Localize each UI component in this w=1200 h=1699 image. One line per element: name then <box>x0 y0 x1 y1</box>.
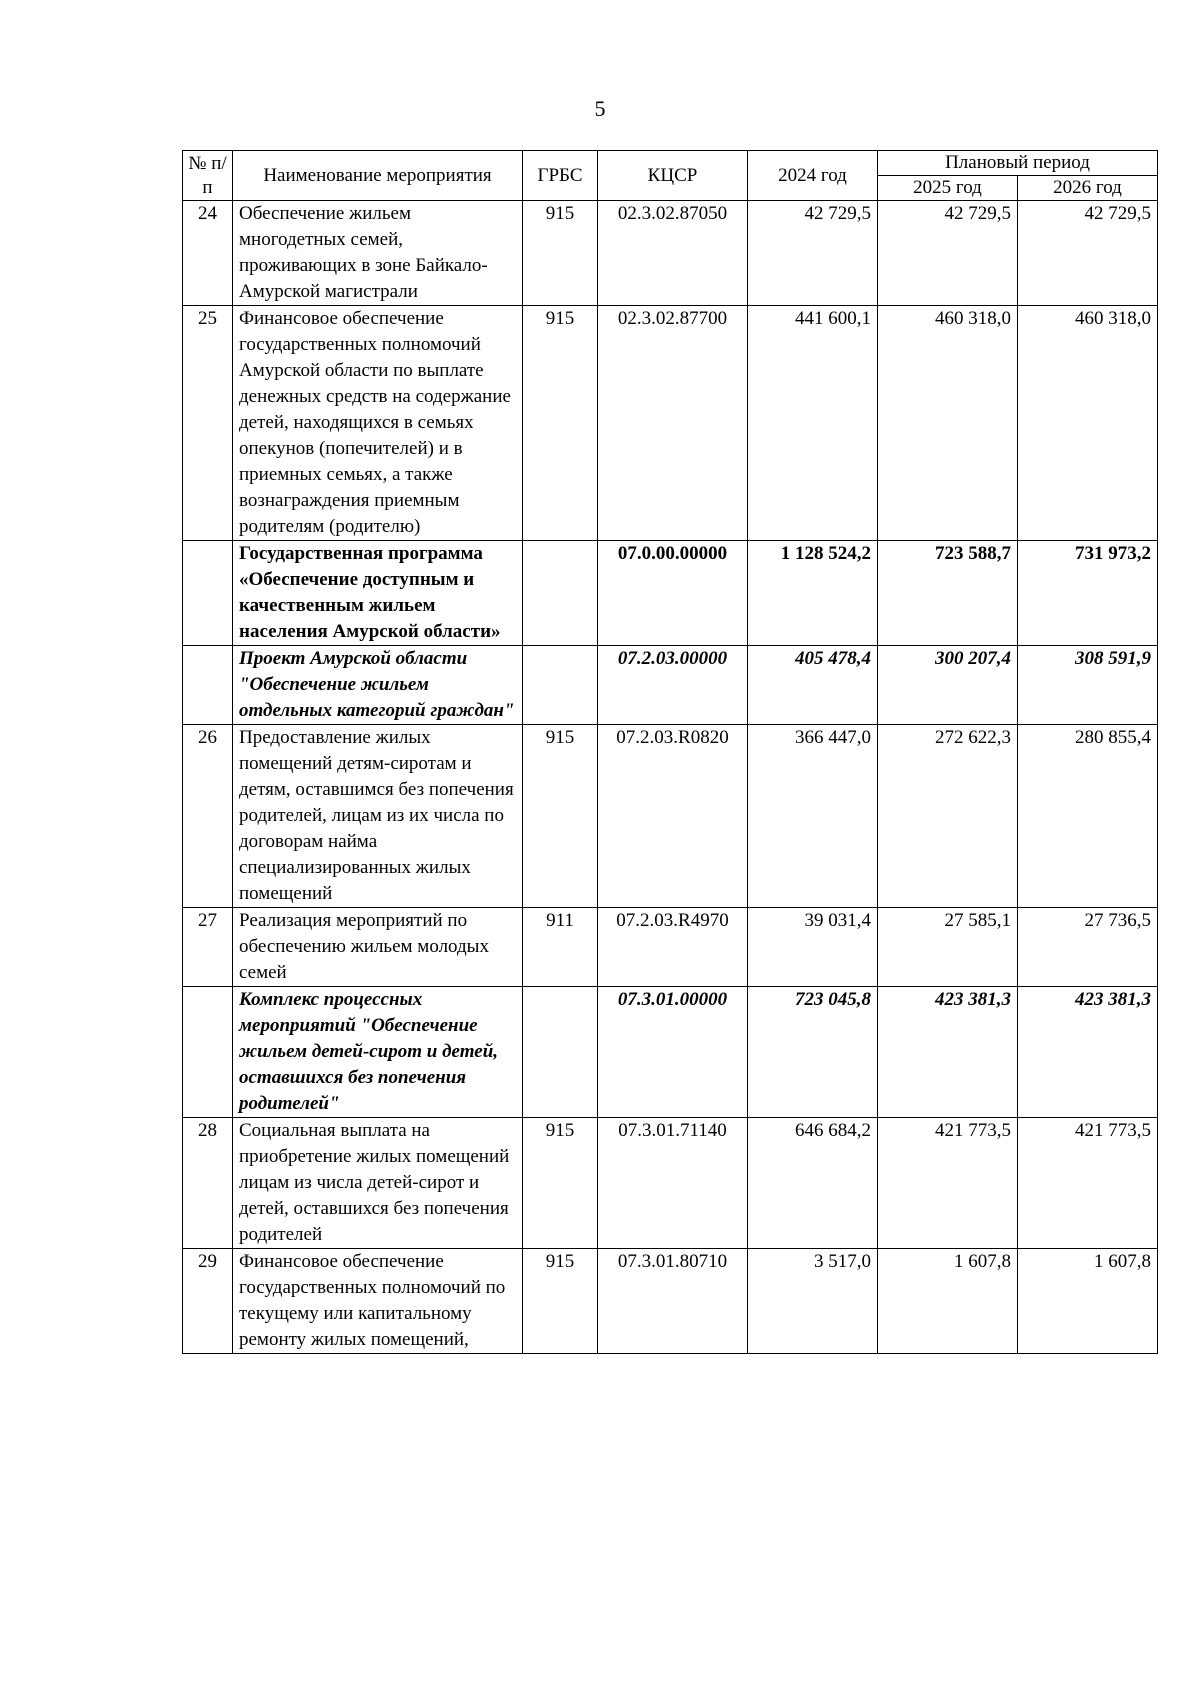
row-2024: 441 600,1 <box>748 306 878 541</box>
row-2025: 1 607,8 <box>878 1249 1018 1354</box>
page-number: 5 <box>594 96 606 121</box>
row-2025: 42 729,5 <box>878 201 1018 306</box>
row-num: 27 <box>183 908 233 987</box>
table-row <box>183 306 1158 541</box>
header-2026: 2026 год <box>1018 176 1158 201</box>
row-2024: 405 478,4 <box>748 646 878 725</box>
header-name: Наименование мероприятия <box>233 151 523 201</box>
header-2025: 2025 год <box>878 176 1018 201</box>
row-num: 24 <box>183 201 233 306</box>
row-2026: 421 773,5 <box>1018 1118 1158 1249</box>
row-kcsr: 07.2.03.00000 <box>598 646 748 725</box>
row-2024: 646 684,2 <box>748 1118 878 1249</box>
budget-table <box>182 150 1158 1354</box>
row-name: Государственная программа «Обеспечение доступным и качественным жильем населения Амурской области» <box>233 541 523 646</box>
row-kcsr: 07.3.01.00000 <box>598 987 748 1118</box>
row-name: Социальная выплата на приобретение жилых помещений лицам из числа детей-сирот и детей, оставшихся без попечения родителей <box>233 1118 523 1249</box>
row-2024: 3 517,0 <box>748 1249 878 1354</box>
row-grbs <box>523 646 598 725</box>
row-num <box>183 646 233 725</box>
row-num: 29 <box>183 1249 233 1354</box>
table-row-complex <box>183 987 1158 1118</box>
row-kcsr: 07.2.03.R0820 <box>598 725 748 908</box>
row-kcsr: 02.3.02.87700 <box>598 306 748 541</box>
table-row <box>183 1249 1158 1354</box>
row-2026: 731 973,2 <box>1018 541 1158 646</box>
row-kcsr: 07.0.00.00000 <box>598 541 748 646</box>
row-num: 28 <box>183 1118 233 1249</box>
header-num: № п/п <box>183 151 233 201</box>
row-grbs: 915 <box>523 1118 598 1249</box>
row-grbs: 915 <box>523 201 598 306</box>
table-row-project <box>183 646 1158 725</box>
header-grbs: ГРБС <box>523 151 598 201</box>
row-2026: 42 729,5 <box>1018 201 1158 306</box>
row-2026: 27 736,5 <box>1018 908 1158 987</box>
row-2024: 723 045,8 <box>748 987 878 1118</box>
row-2024: 42 729,5 <box>748 201 878 306</box>
row-grbs: 915 <box>523 1249 598 1354</box>
row-name: Предоставление жилых помещений детям-сиротам и детям, оставшимся без попечения родителей, лицам из их числа по договорам найма специализированных жилых помещений <box>233 725 523 908</box>
row-2026: 460 318,0 <box>1018 306 1158 541</box>
row-name: Комплекс процессных мероприятий "Обеспечение жильем детей-сирот и детей, оставшихся без попечения родителей" <box>233 987 523 1118</box>
row-kcsr: 02.3.02.87050 <box>598 201 748 306</box>
row-name: Реализация мероприятий по обеспечению жильем молодых семей <box>233 908 523 987</box>
row-grbs: 915 <box>523 725 598 908</box>
row-grbs: 911 <box>523 908 598 987</box>
row-2024: 39 031,4 <box>748 908 878 987</box>
row-2026: 423 381,3 <box>1018 987 1158 1118</box>
row-kcsr: 07.3.01.71140 <box>598 1118 748 1249</box>
table-row <box>183 201 1158 306</box>
table-row-program <box>183 541 1158 646</box>
row-name: Проект Амурской области "Обеспечение жильем отдельных категорий граждан" <box>233 646 523 725</box>
row-num <box>183 541 233 646</box>
row-2026: 1 607,8 <box>1018 1249 1158 1354</box>
table-row <box>183 725 1158 908</box>
table-row <box>183 908 1158 987</box>
row-name: Финансовое обеспечение государственных полномочий Амурской области по выплате денежных средств на содержание детей, находящихся в семьях опекунов (попечителей) и в приемных семьях, а также вознаграждения приемным родителям (родителю) <box>233 306 523 541</box>
row-name: Обеспечение жильем многодетных семей, проживающих в зоне Байкало-Амурской магистрали <box>233 201 523 306</box>
row-2025: 27 585,1 <box>878 908 1018 987</box>
row-num: 25 <box>183 306 233 541</box>
row-grbs: 915 <box>523 306 598 541</box>
row-2026: 308 591,9 <box>1018 646 1158 725</box>
row-kcsr: 07.3.01.80710 <box>598 1249 748 1354</box>
table-row <box>183 1118 1158 1249</box>
row-kcsr: 07.2.03.R4970 <box>598 908 748 987</box>
row-2025: 272 622,3 <box>878 725 1018 908</box>
header-2024: 2024 год <box>748 151 878 201</box>
row-2026: 280 855,4 <box>1018 725 1158 908</box>
row-name: Финансовое обеспечение государственных полномочий по текущему или капитальному ремонту жилых помещений, <box>233 1249 523 1354</box>
row-2025: 300 207,4 <box>878 646 1018 725</box>
row-num: 26 <box>183 725 233 908</box>
row-2025: 421 773,5 <box>878 1118 1018 1249</box>
row-2024: 1 128 524,2 <box>748 541 878 646</box>
row-2024: 366 447,0 <box>748 725 878 908</box>
header-kcsr: КЦСР <box>598 151 748 201</box>
row-grbs <box>523 541 598 646</box>
row-2025: 723 588,7 <box>878 541 1018 646</box>
row-2025: 460 318,0 <box>878 306 1018 541</box>
row-2025: 423 381,3 <box>878 987 1018 1118</box>
row-num <box>183 987 233 1118</box>
row-grbs <box>523 987 598 1118</box>
header-plan-period: Плановый период <box>878 151 1158 176</box>
